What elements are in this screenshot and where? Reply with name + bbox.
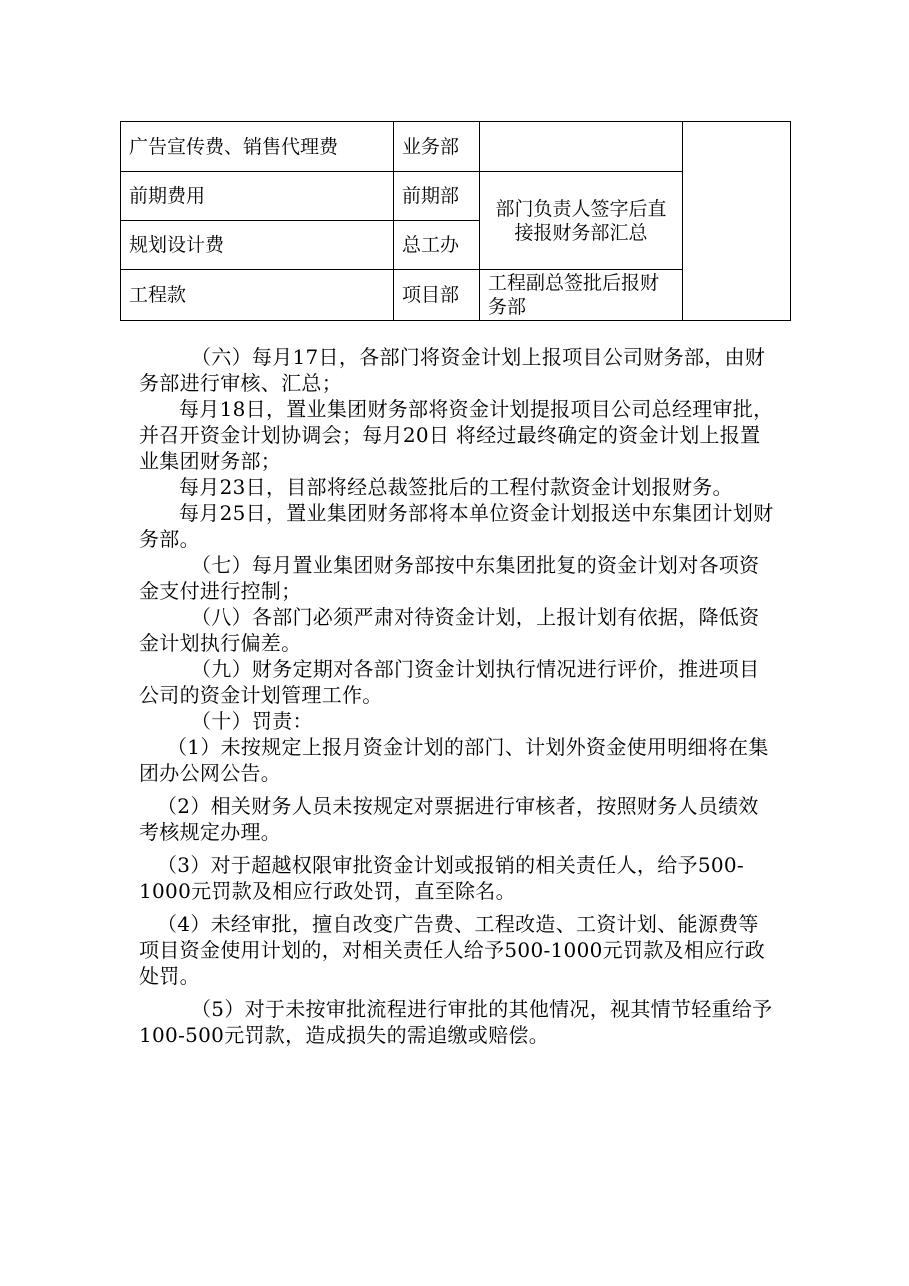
approval-note-cell: 工程副总签批后报财务部 [480,270,683,321]
paragraph: （七）每月置业集团财务部按中东集团批复的资金计划对各项资金支付进行控制； [139,553,760,603]
penalty-item: （3）对于超越权限审批资金计划或报销的相关责任人，给予500-1000元罚款及相应行政处罚，直至除名。 [139,853,744,903]
department-cell: 总工办 [394,221,480,270]
remarks-cell [683,122,791,321]
fee-approval-table [120,121,791,321]
approval-note-cell [480,122,683,172]
paragraph: （十）罚责： [191,709,313,733]
table-row [121,122,791,172]
fee-item-cell: 前期费用 [121,172,394,221]
penalty-item: （4）未经审批，擅自改变广告费、工程改造、工资计划、能源费等项目资金使用计划的，对相关责任人给予500-1000元罚款及相应行政处罚。 [139,912,766,988]
fee-item-cell: 规划设计费 [121,221,394,270]
penalty-item: （1）未按规定上报月资金计划的部门、计划外资金使用明细将在集团办公网公告。 [139,735,769,785]
department-cell: 项目部 [394,270,480,321]
approval-note-cell: 部门负责人签字后直接报财务部汇总 [480,172,683,270]
penalty-item: （2）相关财务人员未按规定对票据进行审核者，按照财务人员绩效考核规定办理。 [139,794,759,844]
fee-item-cell: 广告宣传费、销售代理费 [121,122,394,172]
paragraph: 每月23日，目部将经总裁签批后的工程付款资金计划报财务。 [179,475,733,499]
paragraph: （九）财务定期对各部门资金计划执行情况进行评价，推进项目公司的资金计划管理工作。 [139,657,760,707]
regulation-text [139,344,779,1048]
paragraph: （八）各部门必须严肃对待资金计划，上报计划有依据，降低资金计划执行偏差。 [139,605,760,655]
fee-item-cell: 工程款 [121,270,394,321]
paragraph: 每月18日，置业集团财务部将资金计划提报项目公司总经理审批，并召开资金计划协调会；每月20日 将经过最终确定的资金计划上报置业集团财务部； [139,397,774,473]
department-cell: 业务部 [394,122,480,172]
department-cell: 前期部 [394,172,480,221]
paragraph: （六）每月17日，各部门将资金计划上报项目公司财务部，由财务部进行审核、汇总； [139,345,766,395]
penalty-item: （5）对于未按审批流程进行审批的其他情况，视其情节轻重给予100-500元罚款，造成损失的需追缴或赔偿。 [139,997,773,1047]
paragraph: 每月25日，置业集团财务部将本单位资金计划报送中东集团计划财务部。 [139,501,774,551]
